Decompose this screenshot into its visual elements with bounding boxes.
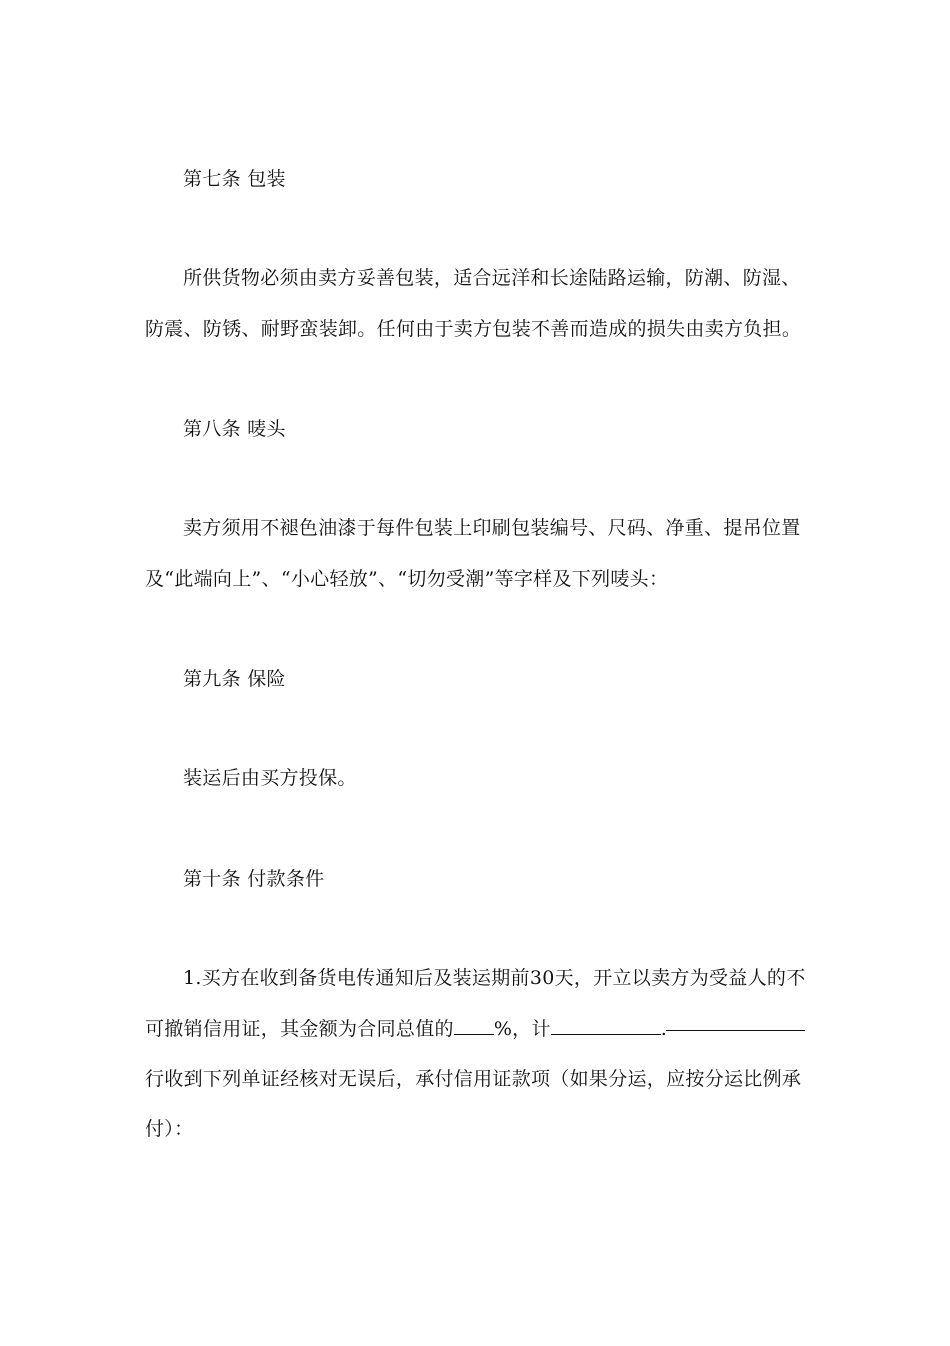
percent-blank xyxy=(454,1016,494,1035)
section-heading-10: 第十条 付款条件 xyxy=(183,868,325,890)
paragraph-line: 卖方须用不褪色油漆于每件包装上印刷包装编号、尺码、净重、提吊位置 xyxy=(183,517,801,539)
paragraph-line: 付）： xyxy=(145,1118,194,1140)
paragraph-line: 防震、防锈、耐野蛮装卸。任何由于卖方包装不善而造成的损失由卖方负担。 xyxy=(145,318,802,340)
paragraph-line: 行收到下列单证经核对无误后，承付信用证款项（如果分运，应按分运比例承 xyxy=(145,1068,802,1090)
amount-blank xyxy=(551,1016,661,1035)
payment-prefix: 可撤销信用证，其金额为合同总值的 xyxy=(145,1018,454,1040)
paragraph-line: 所供货物必须由卖方妥善包装，适合远洋和长途陆路运输，防潮、防湿、 xyxy=(183,267,801,289)
amount-suffix: . xyxy=(660,1018,668,1040)
section-heading-9: 第九条 保险 xyxy=(183,668,286,690)
paragraph-line: 及“此端向上”、“小心轻放”、“切勿受潮”等字样及下列唛头： xyxy=(145,568,669,590)
percent-suffix: %，计 xyxy=(493,1018,551,1040)
bank-name-blank xyxy=(666,1030,805,1031)
section-heading-7: 第七条 包装 xyxy=(183,168,286,190)
paragraph-line: 1.买方在收到备货电传通知后及装运期前30天，开立以卖方为受益人的不 xyxy=(183,967,806,989)
paragraph-line: 装运后由买方投保。 xyxy=(183,767,357,789)
section-heading-8: 第八条 唛头 xyxy=(183,418,286,440)
payment-amount-line xyxy=(145,1016,667,1042)
